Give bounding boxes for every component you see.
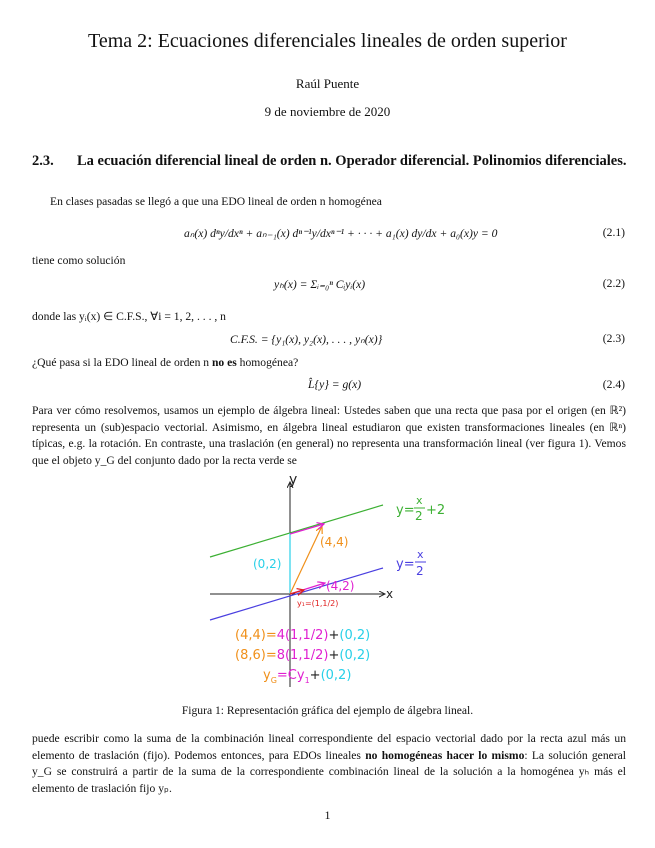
paragraph-1: Para ver cómo resolvemos, usamos un ejemplo de álgebra lineal: Ustedes saben que una recta que pasa por el origen (en ℝ²) representa un (sub)espacio vectorial. Asimismo, en álgebra lineal estudiaron que existen transformaciones lineales (en ℝⁿ) típicas, e.g. la rotación. En contraste, una traslación (en general) no representa una transformación lineal (ver figura 1). Vemos que el objeto y_G del conjunto dado por la recta verde se bbox=[32, 404, 626, 467]
combination-line-3 bbox=[263, 668, 351, 685]
equation-2-1: aₙ(x) dⁿy/dxⁿ + aₙ₋₁(x) dⁿ⁻¹y/dxⁿ⁻¹ + · · · + a₁(x) dy/dx + a₀(x)y = 0 bbox=[184, 227, 498, 240]
green-eq-num: x bbox=[416, 494, 423, 507]
date: 9 de noviembre de 2020 bbox=[264, 104, 391, 119]
paragraph-2-a: puede escribir como la suma de la combinación lineal correspondiente del espacio vectorial dado por la recta azul más un elemento de traslación (fijo). Podemos entonces, para EDOs lineales bbox=[32, 732, 626, 762]
equation-number-2-2: (2.2) bbox=[602, 277, 625, 290]
green-eq-suffix: +2 bbox=[426, 503, 446, 518]
equation-number-2-3: (2.3) bbox=[602, 332, 625, 345]
vector-4-4 bbox=[290, 526, 322, 594]
c3-sub-g: G bbox=[270, 676, 277, 685]
y-axis-label: y bbox=[289, 472, 298, 488]
c1-a: (4,4)= bbox=[235, 628, 277, 643]
author: Raúl Puente bbox=[295, 76, 360, 91]
intro-text: En clases pasadas se llegó a que una EDO lineal de orden n homogénea bbox=[50, 195, 382, 208]
c1-b: 4(1,1/2) bbox=[276, 628, 329, 643]
equation-2-2: yₕ(x) = Σᵢ₌₀ⁿ Cᵢyᵢ(x) bbox=[274, 278, 366, 291]
equation-number-2-4: (2.4) bbox=[602, 378, 625, 391]
c3-plus: + bbox=[309, 668, 321, 683]
page-number: 1 bbox=[324, 808, 331, 822]
c1-d: (0,2) bbox=[339, 628, 371, 643]
c1-c: + bbox=[328, 628, 340, 643]
label-0-2: (0,2) bbox=[253, 557, 282, 571]
section-title: La ecuación diferencial lineal de orden n. Operador diferencial. Polinomios diferenciales. bbox=[77, 153, 627, 169]
question-part-a: ¿Qué pasa si la EDO lineal de orden n bbox=[32, 356, 212, 369]
paragraph-2 bbox=[32, 731, 626, 797]
paragraph-2-c: : La solución general y_G se construirá a partir de la suma de la correspondiente combinación lineal de la solución a la homogénea yₕ más el elemento de traslación fijo yₚ. bbox=[32, 748, 626, 795]
equation-number-2-1: (2.1) bbox=[602, 226, 625, 239]
c3-const: (0,2) bbox=[320, 668, 352, 683]
blue-eq-den: 2 bbox=[416, 564, 424, 578]
green-eq-prefix: y= bbox=[396, 503, 415, 518]
label-4-2: (4,2) bbox=[326, 579, 355, 593]
c2-c: + bbox=[328, 648, 340, 663]
label-y1: y₁=(1,1/2) bbox=[297, 599, 339, 608]
c3-sub-1: 1 bbox=[304, 676, 310, 685]
c3-cy: =Cy bbox=[276, 668, 305, 683]
c2-b: 8(1,1/2) bbox=[276, 648, 329, 663]
green-eq-den: 2 bbox=[415, 509, 423, 523]
question-bold: no es bbox=[211, 356, 237, 369]
c2-d: (0,2) bbox=[339, 648, 371, 663]
solution-intro: tiene como solución bbox=[32, 254, 126, 267]
blue-line-equation bbox=[396, 548, 426, 578]
where-text: donde las yᵢ(x) ∈ C.F.S., ∀i = 1, 2, . . . , n bbox=[32, 310, 226, 323]
c2-a: (8,6)= bbox=[235, 648, 277, 663]
figure-caption: Figura 1: Representación gráfica del ejemplo de álgebra lineal. bbox=[181, 704, 474, 717]
combination-line-2 bbox=[235, 648, 370, 663]
document-title: Tema 2: Ecuaciones diferenciales lineales de orden superior bbox=[88, 30, 567, 52]
question-text bbox=[32, 355, 298, 372]
c3-y: y bbox=[263, 668, 271, 683]
x-axis-label: x bbox=[386, 587, 394, 601]
equation-2-3: C.F.S. = {y₁(x), y₂(x), . . . , yₙ(x)} bbox=[230, 333, 383, 346]
question-part-c: homogénea? bbox=[236, 356, 299, 369]
blue-eq-num: x bbox=[417, 548, 424, 561]
combination-line-1 bbox=[235, 628, 370, 643]
green-line bbox=[210, 505, 383, 557]
label-4-4: (4,4) bbox=[320, 535, 349, 549]
equation-2-4: L̂{y} = g(x) bbox=[308, 378, 362, 391]
section-number: 2.3. bbox=[32, 153, 54, 169]
blue-eq-prefix: y= bbox=[396, 557, 415, 572]
paragraph-2-bold: no homogéneas hacer lo mismo bbox=[365, 748, 525, 762]
figure-linear-algebra bbox=[200, 472, 470, 694]
green-line-equation bbox=[396, 494, 445, 523]
